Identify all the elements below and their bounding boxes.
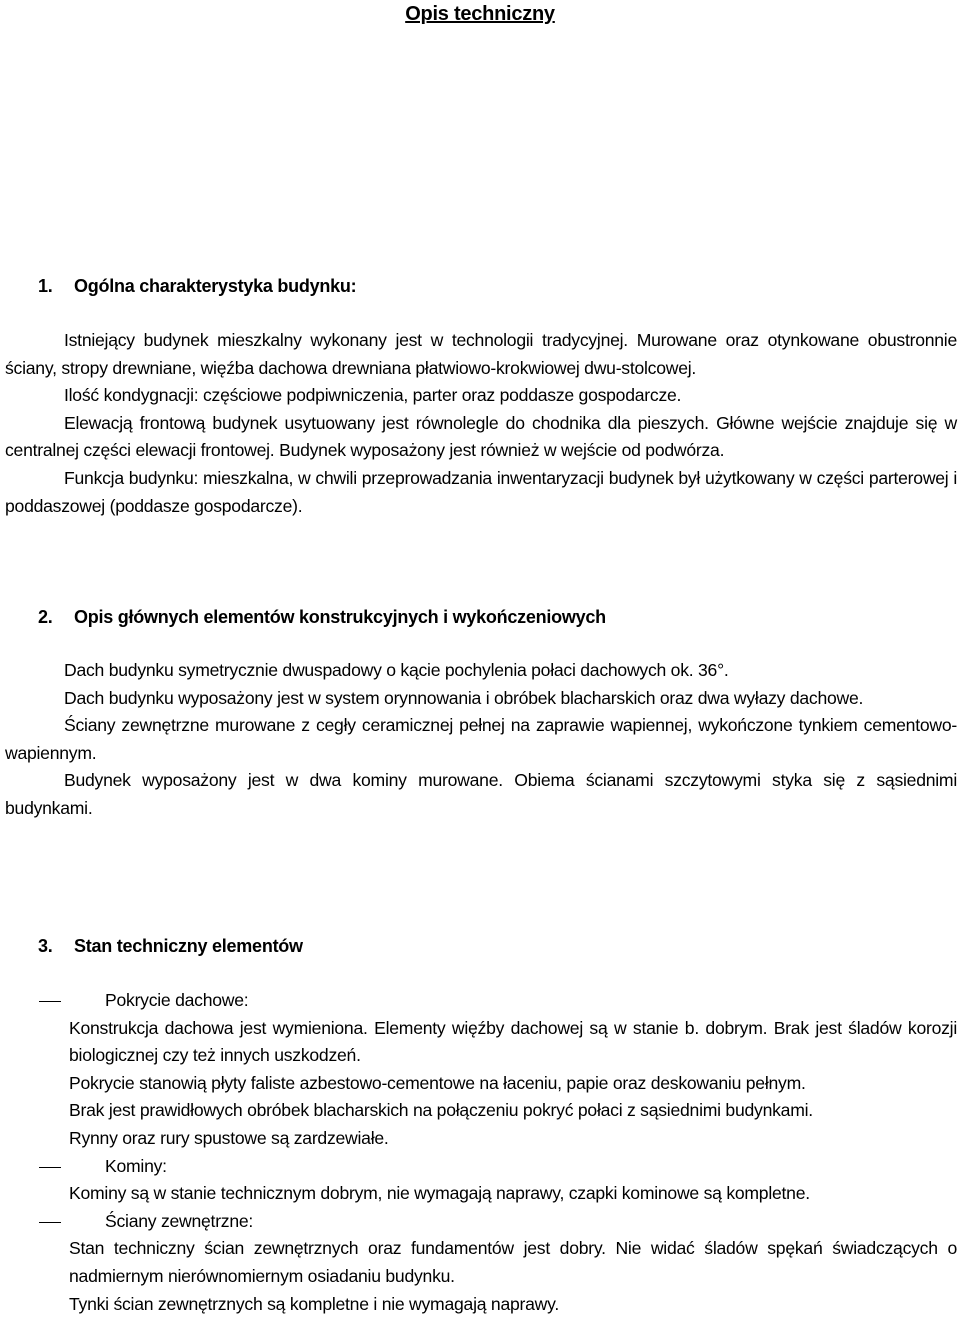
section-1-body <box>5 327 957 520</box>
paragraph: Stan techniczny ścian zewnętrznych oraz fundamentów jest dobry. Nie widać śladów spękań świadczących o nadmiernym nierównomiernym osiadaniu budynku. <box>69 1238 957 1286</box>
section-2-title: Opis głównych elementów konstrukcyjnych i wykończeniowych <box>74 607 606 627</box>
section-3-heading <box>38 932 303 960</box>
paragraph: Rynny oraz rury spustowe są zardzewiałe. <box>69 1127 389 1148</box>
section-3-number: 3. <box>38 936 53 956</box>
section-1-title: Ogólna charakterystyka budynku: <box>74 276 357 296</box>
paragraph: Istniejący budynek mieszkalny wykonany jest w technologii tradycyjnej. Murowane oraz otynkowane obustronnie ściany, stropy drewniane, więźba dachowa drewniana płatwiowo-krokwiowej dwu-stolcowej. <box>5 330 957 378</box>
paragraph: Dach budynku wyposażony jest w system orynnowania i obróbek blacharskich oraz dwa wyłazy dachowe. <box>64 687 864 708</box>
paragraph: Ściany zewnętrzne murowane z cegły ceramicznej pełnej na zaprawie wapiennej, wykończone tynkiem cementowo-wapiennym. <box>5 715 957 763</box>
paragraph: Pokrycie stanowią płyty faliste azbestowo-cementowe na łaceniu, papie oraz deskowaniu pełnym. <box>69 1072 806 1093</box>
section-3-title: Stan techniczny elementów <box>74 936 303 956</box>
section-1-heading <box>38 272 356 300</box>
paragraph: Ilość kondygnacji: częściowe podpiwniczenia, parter oraz poddasze gospodarcze. <box>64 385 682 406</box>
paragraph: Tynki ścian zewnętrznych są kompletne i nie wymagają naprawy. <box>69 1293 559 1314</box>
paragraph: Dach budynku symetrycznie dwuspadowy o kącie pochylenia połaci dachowych ok. 36°. <box>64 660 729 680</box>
list-item-label: Ściany zewnętrzne: <box>105 1210 254 1231</box>
section-3-body <box>69 987 957 1318</box>
list-item-label: Pokrycie dachowe: <box>105 990 249 1010</box>
list-item-label: Kominy: <box>105 1155 167 1176</box>
paragraph: Konstrukcja dachowa jest wymieniona. Elementy więźby dachowej są w stanie b. dobrym. Brak jest śladów korozji biologicznej czy też innych uszkodzeń. <box>69 1017 957 1066</box>
section-1-number: 1. <box>38 276 53 296</box>
paragraph: Elewacją frontową budynek usytuowany jest równolegle do chodnika dla pieszych. Główne wejście znajduje się w centralnej części elewacji frontowej. Budynek wyposażony jest również w wejście od podwórza. <box>5 412 957 461</box>
section-2-heading <box>38 603 606 631</box>
paragraph: Funkcja budynku: mieszkalna, w chwili przeprowadzania inwentaryzacji budynek był użytkowany w części parterowej i poddaszowej (poddasze gospodarcze). <box>5 467 957 516</box>
paragraph: Kominy są w stanie technicznym dobrym, nie wymagają naprawy, czapki kominowe są kompletne. <box>69 1183 810 1204</box>
paragraph: Budynek wyposażony jest w dwa kominy murowane. Obiema ścianami szczytowymi styka się z sąsiednimi budynkami. <box>5 770 957 818</box>
document-title: Opis techniczny <box>405 3 555 25</box>
section-2-number: 2. <box>38 607 53 627</box>
section-2-body <box>5 657 957 823</box>
paragraph: Brak jest prawidłowych obróbek blacharskich na połączeniu pokryć połaci z sąsiednimi budynkami. <box>69 1100 813 1121</box>
